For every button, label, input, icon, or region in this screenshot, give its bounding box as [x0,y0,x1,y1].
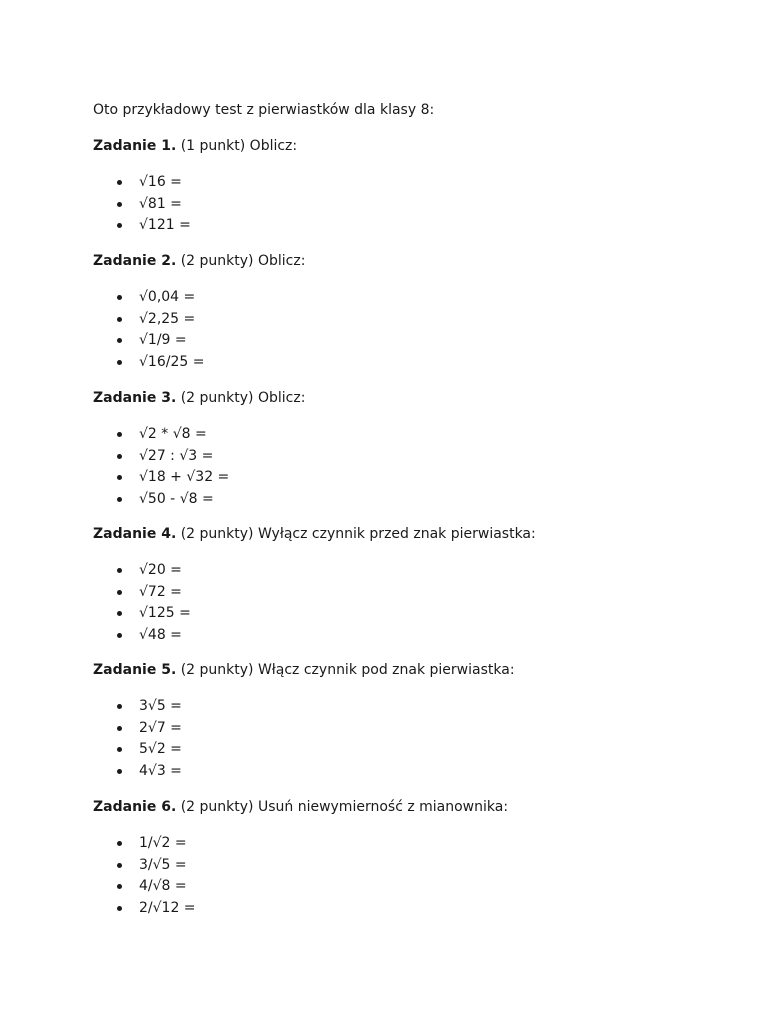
task-5 [93,661,733,780]
bullet-icon [117,360,122,365]
item-text: √48 = [139,627,182,644]
item-text: √0,04 = [139,289,196,305]
task-3 [93,389,733,508]
item-text: √2 * √8 = [139,426,207,442]
bullet-icon [117,223,122,228]
task-heading [93,798,733,816]
bullet-icon [117,611,122,616]
bullet-icon [117,769,122,774]
list-item [93,447,229,469]
list-item [93,604,191,626]
list-item [93,697,182,719]
list-item [93,834,196,856]
list-item [93,719,182,741]
bullet-icon [117,295,122,300]
task-heading [93,661,733,679]
list-item [93,425,229,447]
bullet-icon [117,841,122,846]
list-item [93,331,204,353]
bullet-icon [117,454,122,459]
task-description: (2 punkty) Oblicz: [176,253,306,269]
task-1 [93,137,733,234]
item-text: 2√7 = [139,719,182,736]
bullet-icon [117,338,122,343]
bullet-icon [117,726,122,731]
list-item [93,626,191,648]
list-item [93,762,182,784]
item-text: √18 + √32 = [139,469,230,486]
task-heading [93,525,733,543]
task-description: (2 punkty) Wyłącz czynnik przed znak pierwiastka: [176,526,536,542]
intro-text: Oto przykładowy test z pierwiastków dla klasy 8: [93,102,435,118]
bullet-icon [117,317,122,322]
list-item [93,583,191,605]
item-text: √125 = [139,605,191,622]
list-item [93,468,229,490]
task-title: Zadanie 5. [93,662,177,678]
item-text: √50 - √8 = [139,491,214,508]
bullet-icon [117,633,122,638]
list-item [93,353,204,375]
task-description: (2 punkty) Włącz czynnik pod znak pierwiastka: [176,662,515,678]
task-title: Zadanie 4. [93,526,177,542]
item-text: 4√3 = [139,763,182,780]
bullet-icon [117,704,122,709]
item-text: √1/9 = [139,332,187,349]
item-text: 2/√12 = [139,900,196,917]
bullet-icon [117,906,122,911]
item-text: √72 = [139,583,182,600]
item-text: 5√2 = [139,741,182,758]
list-item [93,899,196,921]
task-2 [93,252,733,371]
item-text: √20 = [139,562,182,578]
task-heading [93,389,733,407]
item-text: √121 = [139,217,191,234]
task-description: (1 punkt) Oblicz: [176,138,298,154]
task-title: Zadanie 1. [93,138,177,154]
list-item [93,216,191,238]
task-heading [93,137,733,155]
list-item [93,288,204,310]
task-item-list [93,173,191,238]
bullet-icon [117,747,122,752]
item-text: √81 = [139,195,182,212]
task-item-list [93,697,182,784]
task-heading [93,252,733,270]
task-item-list [93,425,229,512]
task-title: Zadanie 2. [93,253,177,269]
bullet-icon [117,884,122,889]
task-item-list [93,288,204,375]
bullet-icon [117,180,122,185]
bullet-icon [117,863,122,868]
bullet-icon [117,475,122,480]
task-6 [93,798,733,917]
item-text: √16 = [139,174,182,190]
bullet-icon [117,497,122,502]
item-text: √16/25 = [139,354,205,371]
bullet-icon [117,590,122,595]
list-item [93,856,196,878]
task-description: (2 punkty) Usuń niewymierność z mianownika: [176,799,509,815]
item-text: 3√5 = [139,698,182,714]
item-text: √27 : √3 = [139,447,214,464]
list-item [93,173,191,195]
list-item [93,877,196,899]
task-title: Zadanie 3. [93,390,177,406]
list-item [93,310,204,332]
list-item [93,740,182,762]
task-4 [93,525,733,644]
bullet-icon [117,202,122,207]
item-text: 3/√5 = [139,856,187,873]
list-item [93,490,229,512]
item-text: 1/√2 = [139,835,187,851]
task-description: (2 punkty) Oblicz: [176,390,306,406]
item-text: √2,25 = [139,310,196,327]
item-text: 4/√8 = [139,878,187,895]
task-item-list [93,834,196,921]
task-title: Zadanie 6. [93,799,177,815]
list-item [93,195,191,217]
task-item-list [93,561,191,648]
list-item [93,561,191,583]
bullet-icon [117,568,122,573]
bullet-icon [117,432,122,437]
